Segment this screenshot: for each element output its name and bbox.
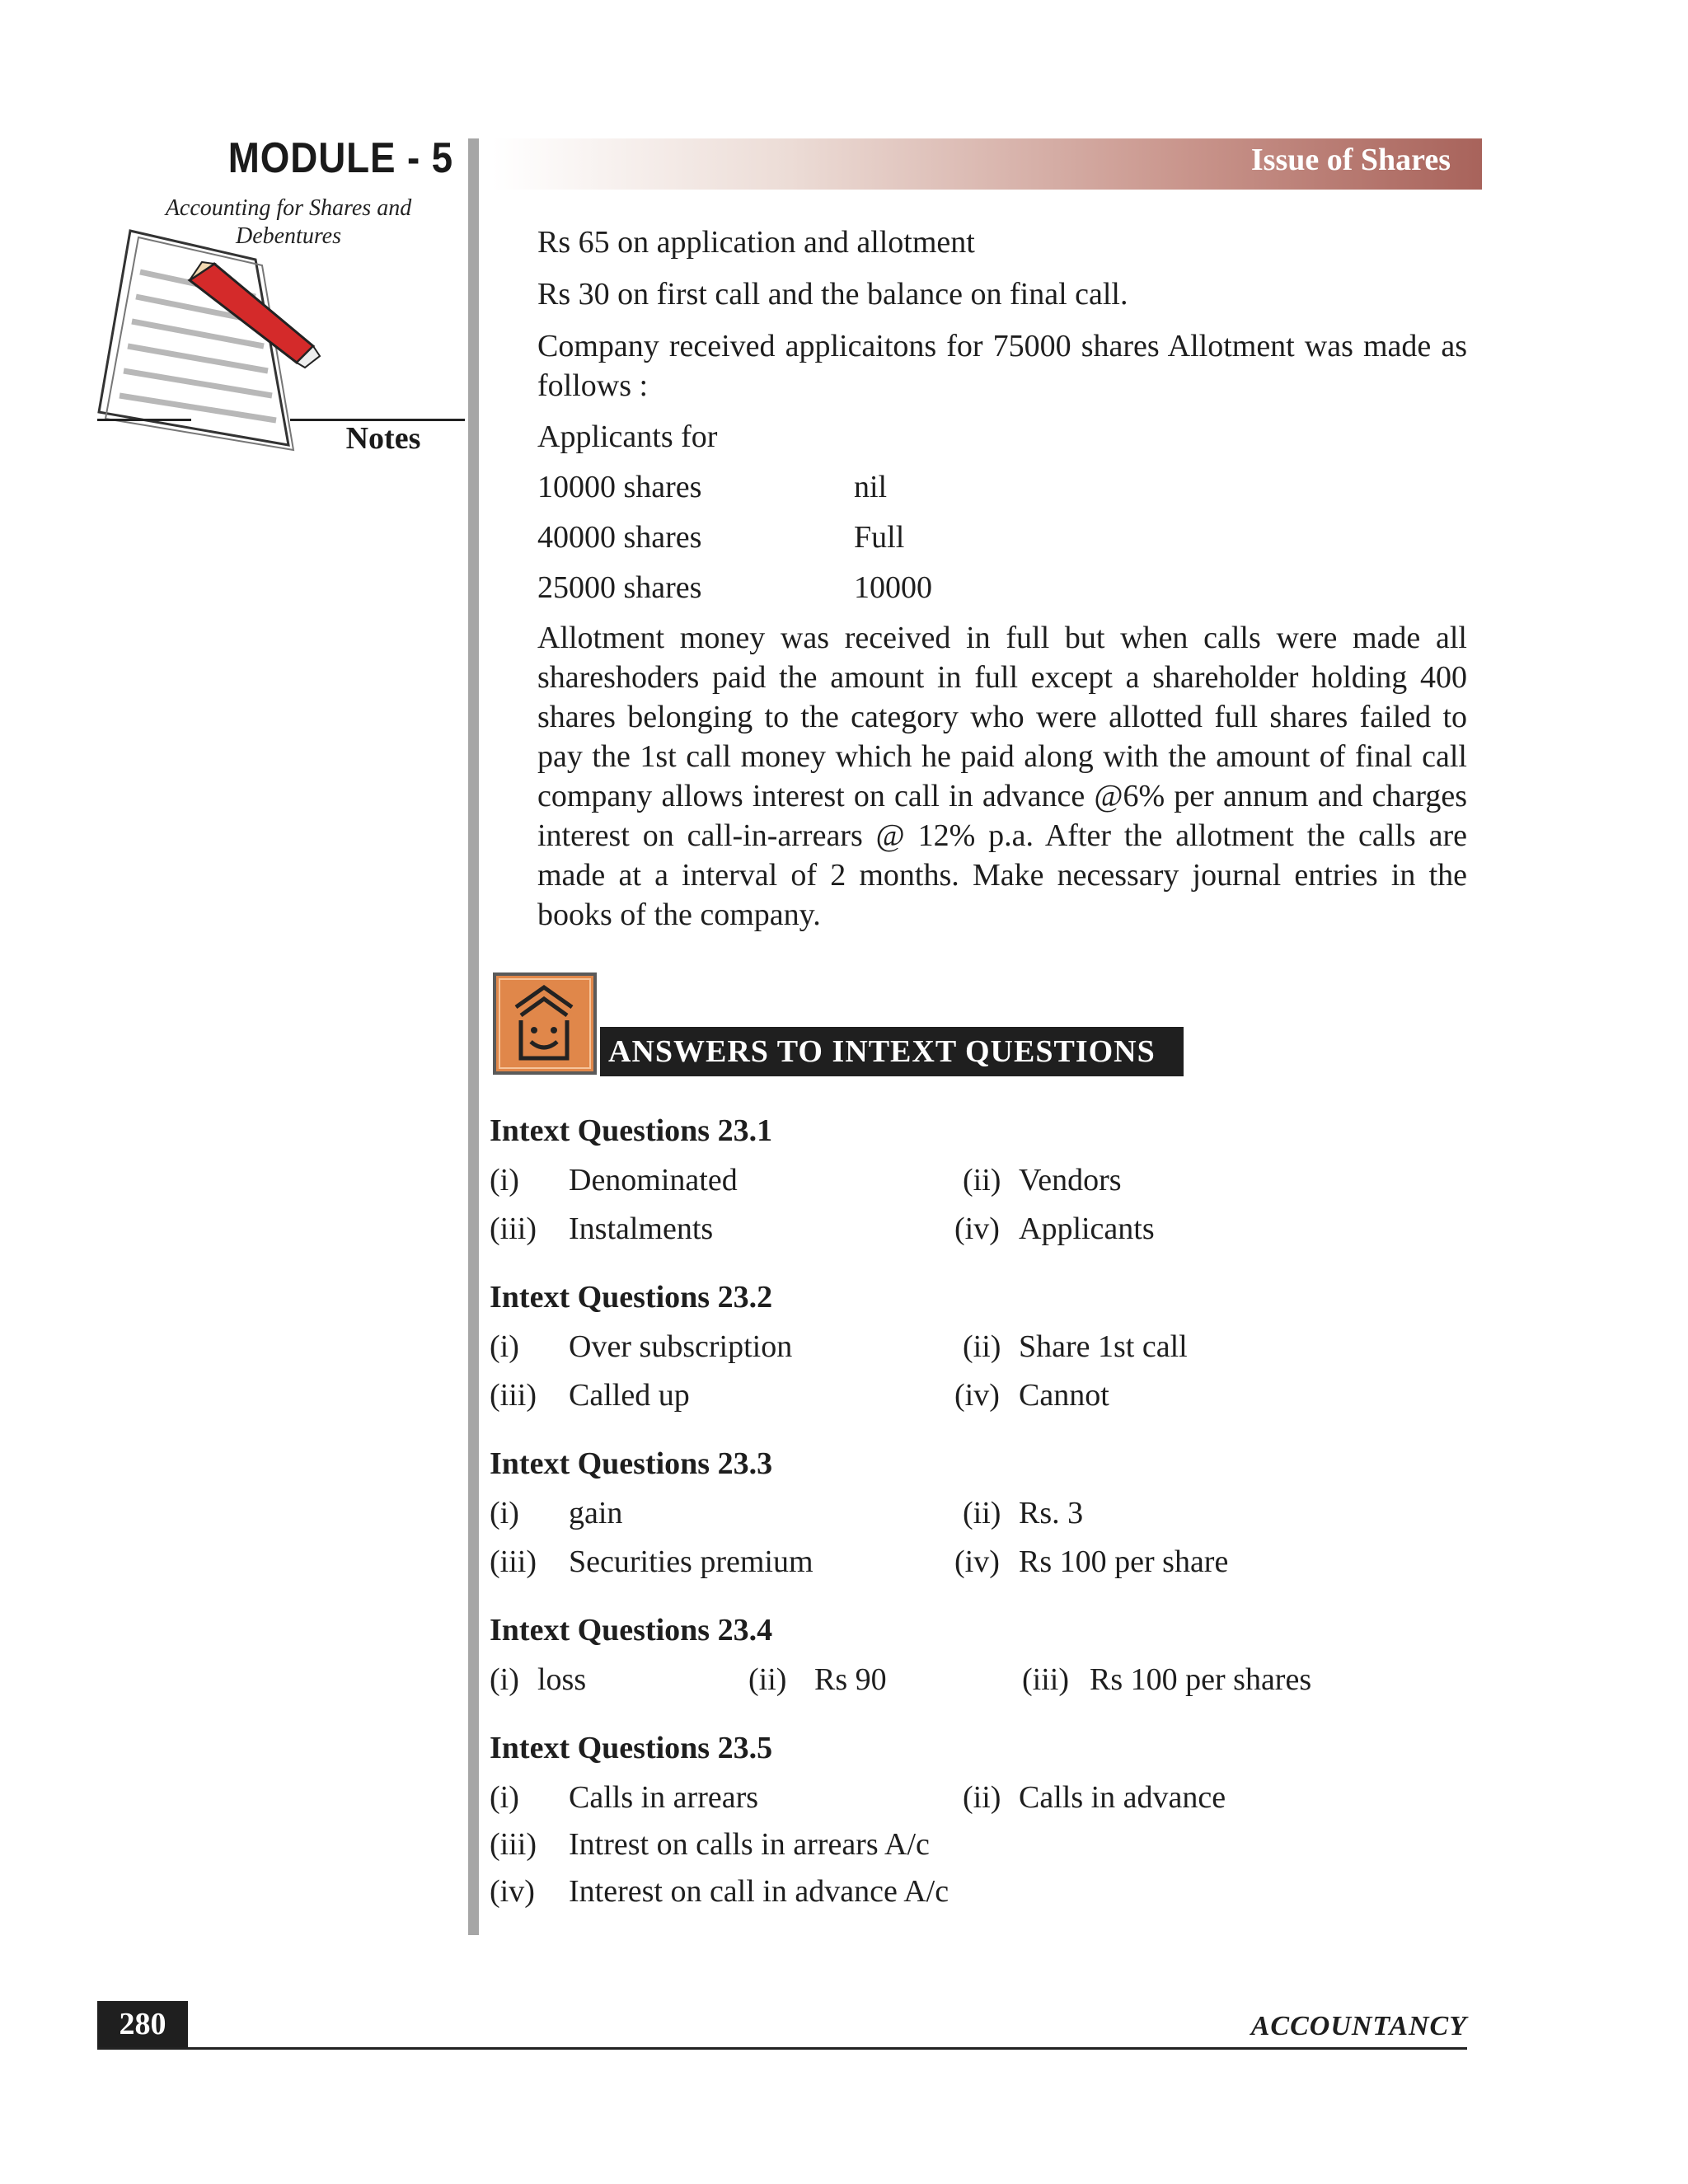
question-line: Rs 65 on application and allotment (537, 225, 975, 260)
answer-text: Vendors (1019, 1163, 1122, 1197)
answer-text: Share 1st call (1019, 1329, 1188, 1364)
allotment-shares: 25000 shares (537, 570, 702, 605)
answer-text: Rs 90 (814, 1662, 887, 1697)
answer-number: (i) (490, 1662, 519, 1697)
answer-text: Calls in arrears (569, 1780, 759, 1815)
answer-text: Intrest on calls in arrears A/c (569, 1827, 930, 1862)
answer-number: (iii) (1022, 1662, 1069, 1697)
allotment-value: Full (854, 520, 905, 555)
module-title: MODULE - 5 (227, 134, 453, 182)
answer-number: (iii) (490, 1827, 537, 1862)
answer-number: (ii) (963, 1163, 1001, 1197)
intext-heading: Intext Questions 23.1 (490, 1113, 773, 1148)
answer-text: Applicants (1019, 1212, 1155, 1246)
answer-text: Interest on call in advance A/c (569, 1874, 950, 1909)
answers-banner: ANSWERS TO INTEXT QUESTIONS (600, 1027, 1184, 1076)
answer-number: (iii) (490, 1544, 537, 1579)
answer-number: (iii) (490, 1212, 537, 1246)
answer-text: Called up (569, 1378, 690, 1413)
intext-heading: Intext Questions 23.5 (490, 1731, 773, 1765)
answer-number: (iii) (490, 1378, 537, 1413)
intext-heading: Intext Questions 23.3 (490, 1446, 773, 1481)
answer-number: (ii) (963, 1496, 1001, 1530)
intext-heading: Intext Questions 23.4 (490, 1613, 773, 1647)
answer-text: gain (569, 1496, 623, 1530)
answer-number: (i) (490, 1496, 519, 1530)
margin-divider (468, 138, 479, 1935)
answer-text: Calls in advance (1019, 1780, 1226, 1815)
answer-text: Denominated (569, 1163, 738, 1197)
answer-number: (ii) (963, 1329, 1001, 1364)
answer-text: loss (537, 1662, 587, 1697)
answer-number: (iv) (490, 1874, 535, 1909)
notes-pencil-icon (91, 223, 321, 462)
answer-text: Rs. 3 (1019, 1496, 1084, 1530)
book-title: ACCOUNTANCY (1250, 2011, 1467, 2041)
question-line: Rs 30 on first call and the balance on final call. (537, 277, 1128, 312)
answer-number: (ii) (963, 1780, 1001, 1815)
module-subtitle: Accounting for Shares and Debentures (165, 195, 412, 249)
question-paragraph: Allotment money was received in full but when calls were made all shareshoders paid the amount in full except a shareholder holding 400 shares belonging to the category who were allotted full shares failed to pay the 1st call money which he paid along with the amount of final call company allows interest on call in advance @6% per annum and charges interest on call-in-arrears @ 12% p.a. After the allotment the calls are made at a interval of 2 months. Make necessary journal entries in the books of the company. (537, 621, 1467, 932)
answer-text: Rs 100 per shares (1090, 1662, 1312, 1697)
chapter-title: Issue of Shares (1250, 143, 1451, 177)
footer-rule (97, 2047, 1467, 2050)
notes-label: Notes (345, 421, 421, 456)
answer-number: (iv) (954, 1544, 1000, 1579)
answer-number: (i) (490, 1329, 519, 1364)
allotment-value: nil (854, 470, 888, 504)
question-line: Company received applicaitons for 75000 shares Allotment was made as follows : (537, 329, 1467, 403)
allotment-shares: 40000 shares (537, 520, 702, 555)
answer-number: (i) (490, 1163, 519, 1197)
applicants-label: Applicants for (537, 419, 718, 454)
answer-text: Instalments (569, 1212, 714, 1246)
answer-text: Cannot (1019, 1378, 1109, 1413)
answer-text: Over subscription (569, 1329, 793, 1364)
intext-heading: Intext Questions 23.2 (490, 1280, 773, 1315)
answer-text: Rs 100 per share (1019, 1544, 1229, 1579)
answer-text: Securities premium (569, 1544, 814, 1579)
answer-number: (iv) (954, 1212, 1000, 1246)
answer-number: (i) (490, 1780, 519, 1815)
notes-rule (97, 419, 191, 421)
answers-house-icon (493, 972, 597, 1075)
answer-number: (iv) (954, 1378, 1000, 1413)
allotment-shares: 10000 shares (537, 470, 702, 504)
allotment-value: 10000 (854, 570, 932, 605)
page-number: 280 (97, 2001, 188, 2047)
answer-number: (ii) (748, 1662, 787, 1697)
